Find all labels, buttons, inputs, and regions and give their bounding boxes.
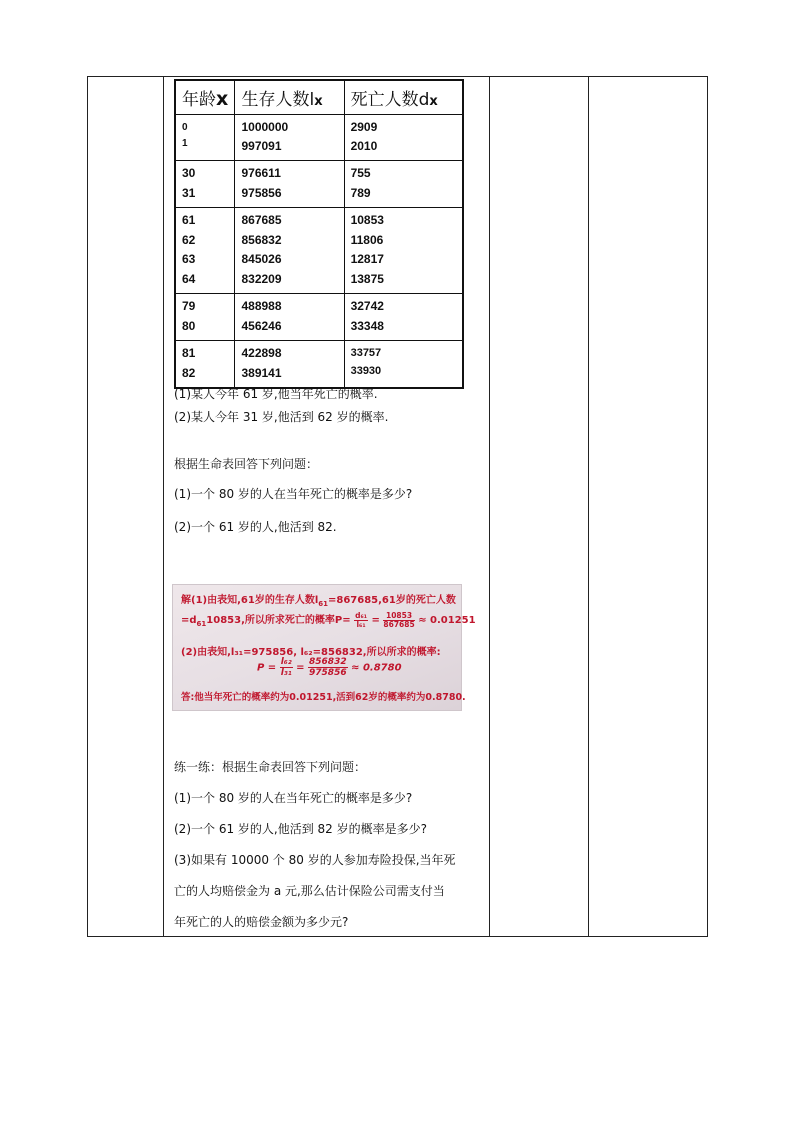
survivors-cell: 422898 389141: [235, 341, 344, 389]
column-cell-1: [88, 77, 164, 937]
solution-line-3: (2)由表知,l₃₁=975856, l₆₂=856832,所以所求的概率:: [181, 647, 441, 658]
life-table: [174, 79, 464, 389]
age-cell: 79 80: [175, 294, 235, 341]
age-cell: 61 62 63 64: [175, 208, 235, 294]
lesson-plan-table: [87, 76, 708, 937]
example-question-1: (1)某人今年 61 岁,他当年死亡的概率.: [174, 387, 378, 401]
age-cell: 30 31: [175, 161, 235, 208]
header-survivors: 生存人数lx: [235, 80, 344, 115]
content-cell: [164, 77, 490, 937]
deaths-cell: 32742 33348: [344, 294, 463, 341]
fraction-values-1: $\frac{10853}{867685}$: [383, 610, 415, 629]
question-1: (1)一个 80 岁的人在当年死亡的概率是多少?: [174, 487, 413, 501]
solution-probability: P = $\frac{\text{l₆₂}}{\text{l₃₁}}$ = $\frac{856832}{975856} \approx 0.8780$: [257, 657, 402, 678]
solution-answer: 答:他当年死亡的概率约为0.01251,活到62岁的概率约为0.8780.: [181, 692, 466, 703]
example-question-2: (2)某人今年 31 岁,他活到 62 岁的概率.: [174, 410, 389, 424]
fraction-d61-l61: $\frac{\text{d₆₁}}{\text{l₆₁}}$: [355, 610, 368, 629]
question-intro: 根据生命表回答下列问题：: [174, 457, 319, 471]
table-row: [175, 294, 463, 341]
table-row: [175, 341, 463, 389]
header-deaths: 死亡人数dx: [344, 80, 463, 115]
fraction-values-2: $\frac{856832}{975856}$: [309, 657, 347, 678]
solution-line-1: 解(1)由表知,61岁的生存人数$l_{61}=867685,61$岁的死亡人数: [181, 595, 456, 608]
fraction-l62-l31: $\frac{\text{l₆₂}}{\text{l₃₁}}$: [280, 657, 292, 678]
table-row: [175, 208, 463, 294]
table-row: [175, 161, 463, 208]
deaths-cell: 10853 11806 12817 13875: [344, 208, 463, 294]
column-cell-3: [490, 77, 589, 937]
survivors-cell: 488988 456246: [235, 294, 344, 341]
practice-question-1: (1)一个 80 岁的人在当年死亡的概率是多少?: [174, 791, 413, 805]
practice-question-3-line-3: 年死亡的人的赔偿金额为多少元?: [174, 915, 349, 929]
survivors-cell: 1000000 997091: [235, 115, 344, 161]
practice-question-3-line-2: 亡的人均赔偿金为 a 元,那么估计保险公司需支付当: [174, 884, 445, 898]
age-cell: 0 1: [175, 115, 235, 161]
life-table-header: [175, 80, 463, 115]
survivors-cell: 867685 856832 845026 832209: [235, 208, 344, 294]
deaths-cell: 2909 2010: [344, 115, 463, 161]
deaths-cell: 33757 33930: [344, 341, 463, 389]
question-2: (2)一个 61 岁的人,他活到 82.: [174, 520, 337, 534]
solution-line-2: $=d_{61}10853$,所以所求死亡的概率P= $\frac{\text{d₆₁}}{\text{l₆₁}}$ = $\frac{10853}{867685} \approx 0.01251$: [181, 610, 476, 629]
table-row: [175, 115, 463, 161]
solution-photo: [172, 584, 476, 711]
deaths-cell: 755 789: [344, 161, 463, 208]
practice-question-3-line-1: (3)如果有 10000 个 80 岁的人参加寿险投保,当年死: [174, 853, 456, 867]
header-age: 年龄x: [175, 80, 235, 115]
survivors-cell: 976611 975856: [235, 161, 344, 208]
practice-intro: 练一练：根据生命表回答下列问题：: [174, 760, 367, 774]
age-cell: 81 82: [175, 341, 235, 389]
column-cell-4: [589, 77, 708, 937]
practice-question-2: (2)一个 61 岁的人,他活到 82 岁的概率是多少?: [174, 822, 427, 836]
